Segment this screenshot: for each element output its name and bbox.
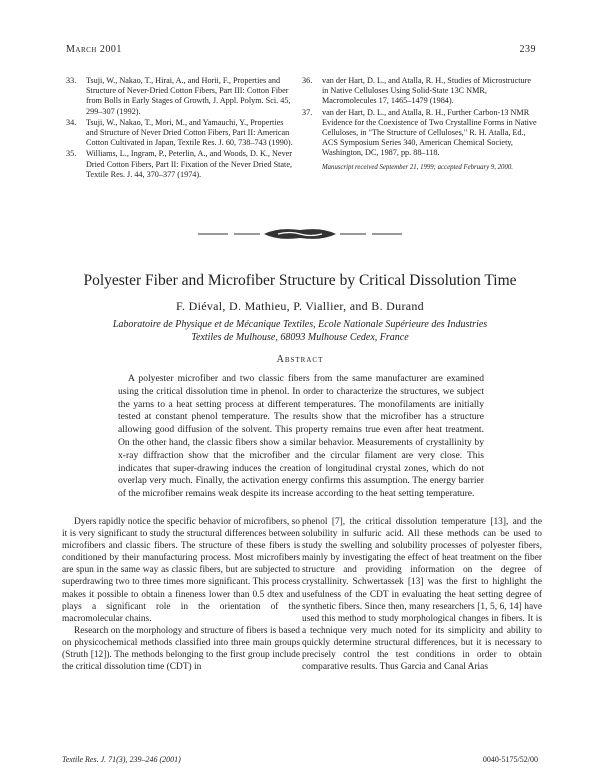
author-affiliation: Laboratoire de Physique et de Mécanique Textiles, Ecole Nationale Supérieure des Industries Textiles de Mulhouse, 68093 Mulhouse Cedex, France [112,319,488,343]
body-left-column [62,516,300,673]
references-left-column [66,76,296,181]
reference-item: 34. Tsuji, W., Nakao, T., Mori, M., and Yamauchi, Y., Properties and Structure of Never Dried Cotton Fibers, Part II: American Cotton Cultivated in Japan, Textile Res. J. 60, 738–743 (1990). [66,117,293,148]
body-paragraph: Research on the morphology and structure of fibers is based on physicochemical methods classified into three main groups (Struth [12]). The methods belonging to the first group include the critical dissolution time (CDT) in [62,625,300,673]
reference-item: 36. van der Hart, D. L., and Atalla, R. H., Studies of Microstructure in Native Celluloses Using Solid-State 13C NMR, Macromolecules 17, 1465–1479 (1984). [302,76,531,106]
manuscript-received-note: Manuscript received September 21, 1999; accepted February 9, 2000. [322,163,513,171]
journal-citation: Textile Res. J. 71(3), 239–246 (2001) [62,755,181,764]
abstract-text: A polyester microfiber and two classic fibers from the same manufacturer are examined using the critical dissolution time in phenol. In order to characterize the structures, we subject the yarns to a heat setting process at different temperatures. The monofilaments are initially tested at constant phenol temperature. The results show that the microfiber has a structure allowing good diffusion of the solvent. This property remains true even after heat treatment. On the other hand, the classic fibers show a similar behavior. Measurements of crystallinity by x-ray diffraction show that the microfiber and the circular filament are very close. This indicates that super-drawing induces the creation of longitudinal crystal zones, which do not overlap very much. Finally, the activation energy confirms this assumption. The energy barrier of the microfiber remains weak despite its increase according to the heat setting temperature. [118,373,484,500]
running-header [66,44,536,58]
article-title: Polyester Fiber and Microfiber Structure by Critical Dissolution Time [83,272,517,289]
references-right-column [302,76,538,173]
abstract-heading: Abstract [276,354,324,365]
section-divider-ornament-icon [198,226,402,242]
header-page-number: 239 [519,44,536,55]
article-authors: F. Diéval, D. Mathieu, P. Viallier, and B. Durand [176,299,424,313]
header-date: March 2001 [66,44,122,55]
body-paragraph: phenol [7], the critical dissolution temperature [13], and the solubility in sulfuric acid. All these methods can be used to study the swelling and solubility processes of polyester fibers, mainly by investigating the effect of heat treatment on the fiber structure and providing information on the degree of crystallinity. Schwertassek [13] was the first to highlight the usefulness of the CDT in evaluating the heat setting degree of synthetic fibers. Since then, many researchers [1, 5, 6, 14] have used this method to study morphological changes in fibers. It is a technique very much noted for its simplicity and ability to quickly determine structural differences, but it is necessary to precisely control the test conditions in order to obtain comparative results. Thus Garcia and Canal Arias [302,517,542,673]
reference-item: 37. van der Hart, D. L., and Atalla, R. H., Further Carbon-13 NMR Evidence for the Coexistence of Two Crystalline Forms in Native Celluloses, in "The Structure of Celluloses," R. H. Atalla, Ed., ACS Symposium Series 340, American Chemical Society, Washington, DC, 1987, pp. 88–118. [302,107,537,158]
article-code: 0040-5175/52/00 [482,755,538,764]
reference-item: 33. Tsuji, W., Nakao, T., Hirai, A., and Horii, F., Properties and Structure of Never-Dried Cotton Fibers, Part III: Cotton Fiber from Bolls in Early Stages of Growth, J. Appl. Polym. Sci. 45, 299–307 (1992). [66,76,291,116]
reference-item: 35. Williams, L., Ingram, P., Peterlin, A., and Woods, D. K., Never Dried Cotton Fibers, Part II: Fixation of the Never Dried State, Textile Res. J. 44, 370–377 (1974). [66,149,293,179]
body-paragraph: Dyers rapidly notice the specific behavior of microfibers, so it is very significant to study the structural differences between microfibers and classic fibers. The structure of these fibers is conditioned by their manufacturing process. Most microfibers are spun in the same way as classic fibers, but are subjected to superdrawing two to three times more significant. This process makes it possible to obtain a fineness lower than 0.5 dtex and plays a significant role in the orientation of the macromolecular chains. [62,517,300,624]
page-footer [62,755,538,767]
body-right-column [302,516,542,673]
